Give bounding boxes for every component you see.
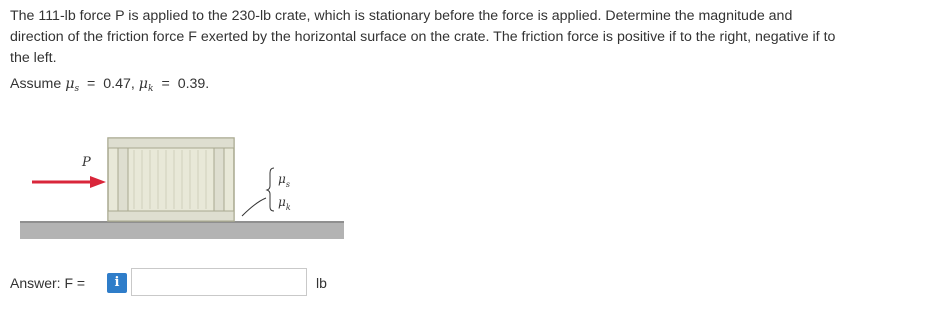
friction-pointer <box>242 198 266 216</box>
equals-sign-2: = <box>161 76 170 92</box>
mu-s-value: 0.47, <box>103 76 135 92</box>
problem-statement <box>10 6 934 69</box>
assume-line <box>10 74 209 99</box>
problem-line-2: direction of the friction force F exerted by the horizontal surface on the crate. The friction force is positive if to the right, negative if to <box>10 29 836 45</box>
answer-input[interactable] <box>131 268 307 296</box>
crate <box>108 138 234 221</box>
mu-s-symbol: $\mu_s$ <box>65 76 80 94</box>
force-arrow <box>32 176 106 188</box>
problem-line-1: The 111-lb force P is applied to the 230-lb crate, which is stationary before the force is applied. Determine the magnitude and <box>10 8 793 24</box>
answer-row <box>10 266 410 300</box>
equals-sign-1: = <box>87 76 96 92</box>
mu-k-label: $\mu_k$ <box>278 195 291 212</box>
assume-prefix: Assume <box>10 76 62 92</box>
coefficient-bracket <box>267 168 274 211</box>
unit-label: lb <box>316 275 327 291</box>
mu-k-value: 0.39. <box>177 76 210 92</box>
ground-surface <box>20 221 344 239</box>
info-icon[interactable]: i <box>107 273 127 293</box>
crate-diagram <box>20 128 350 248</box>
problem-line-3: the left. <box>10 50 57 66</box>
mu-s-label: $\mu_s$ <box>278 172 290 189</box>
force-label: P <box>82 155 91 170</box>
mu-k-symbol: $\mu_k$ <box>138 76 154 94</box>
answer-label: Answer: F = <box>10 275 86 291</box>
